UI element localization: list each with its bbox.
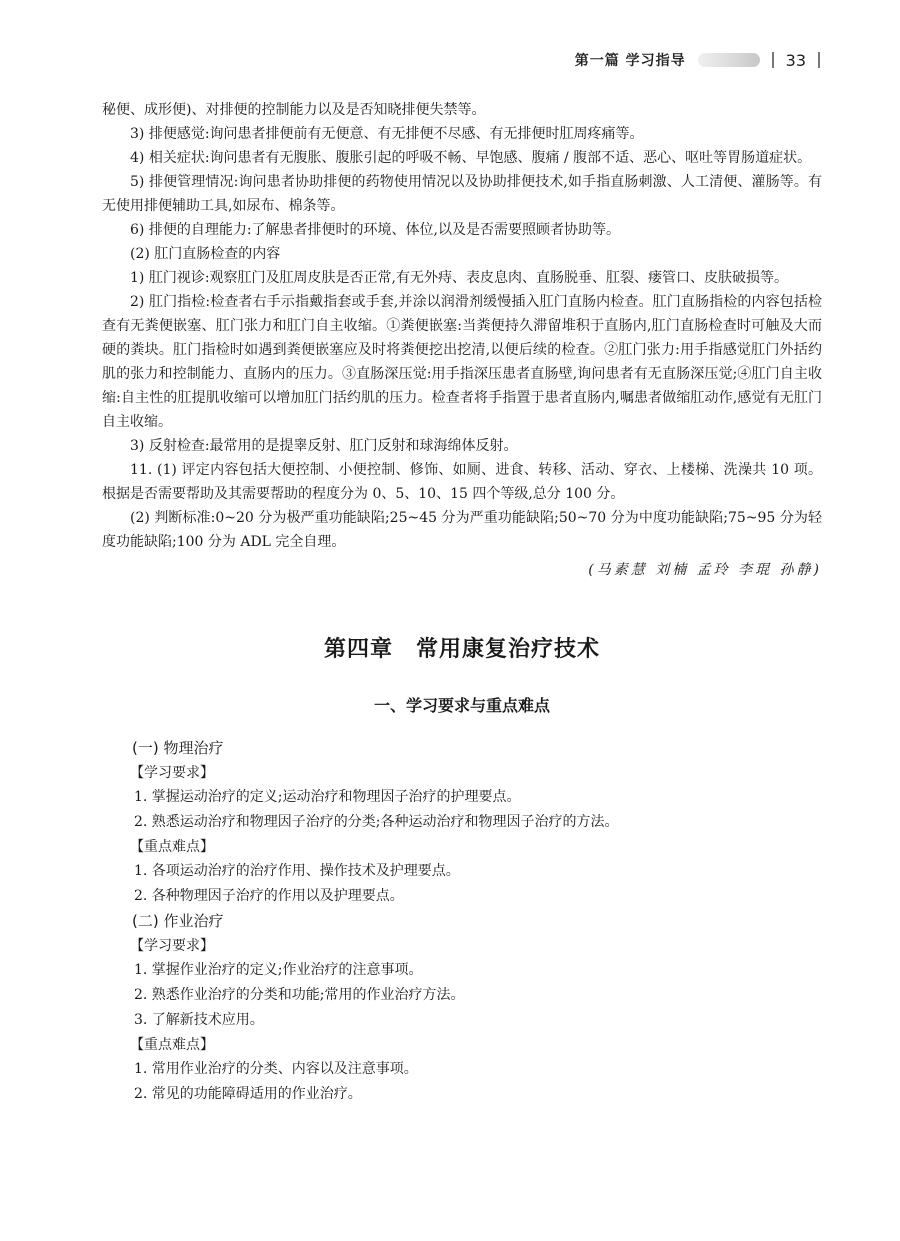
paragraph: 11. (1) 评定内容包括大便控制、小便控制、修饰、如厕、进食、转移、活动、穿衣、上楼梯、洗澡共 10 项。根据是否需要帮助及其需要帮助的程度分为 0、5、10、15 四个等级,总分 100 分。 xyxy=(102,462,822,502)
page-number: 33 xyxy=(785,50,806,70)
list-item: 2. 常见的功能障碍适用的作业治疗。 xyxy=(134,1086,362,1102)
key-points-tag: 【重点难点】 xyxy=(130,1037,214,1053)
page-content xyxy=(102,98,822,1107)
paragraph: 6) 排便的自理能力:了解患者排便时的环境、体位,以及是否需要照顾者协助等。 xyxy=(130,222,620,238)
list-item: 1. 常用作业治疗的分类、内容以及注意事项。 xyxy=(134,1061,418,1077)
running-header xyxy=(575,46,820,74)
paragraph: 1) 肛门视诊:观察肛门及肛周皮肤是否正常,有无外痔、表皮息肉、直肠脱垂、肛裂、瘘管口、皮肤破损等。 xyxy=(130,270,788,286)
list-item: 2. 各种物理因子治疗的作用以及护理要点。 xyxy=(134,888,404,904)
key-points-tag: 【重点难点】 xyxy=(130,839,214,855)
subsection-title: (一) 物理治疗 xyxy=(132,739,224,757)
header-divider-right xyxy=(818,52,820,68)
paragraph: 秘便、成形便)、对排便的控制能力以及是否知晓排便失禁等。 xyxy=(102,102,486,118)
list-item: 2. 熟悉运动治疗和物理因子治疗的分类;各种运动治疗和物理因子治疗的方法。 xyxy=(134,814,619,830)
list-item: 1. 各项运动治疗的治疗作用、操作技术及护理要点。 xyxy=(134,863,460,879)
paragraph: 4) 相关症状:询问患者有无腹胀、腹胀引起的呼吸不畅、早饱感、腹痛 / 腹部不适、恶心、呕吐等胃肠道症状。 xyxy=(130,150,812,166)
chapter-title: 第四章 常用康复治疗技术 xyxy=(323,637,600,662)
paragraph: 2) 肛门指检:检查者右手示指戴指套或手套,并涂以润滑剂缓慢插入肛门直肠内检查。肛门直肠指检的内容包括检查有无粪便嵌塞、肛门张力和肛门自主收缩。①粪便嵌塞:当粪便持久滞留堆积于直肠内,肛门直肠检查时可触及大而硬的粪块。肛门指检时如遇到粪便嵌塞应及时将粪便挖出挖清,以便后续的检查。②肛门张力:用手指感觉肛门外括约肌的张力和控制能力、直肠内的压力。③直肠深压觉:用手指深压患者直肠壁,询问患者有无直肠深压觉;④肛门自主收缩:自主性的肛提肌收缩可以增加肛门括约肌的压力。检查者将手指置于患者直肠内,嘱患者做缩肛动作,感觉有无肛门自主收缩。 xyxy=(102,294,822,430)
list-item: 2. 熟悉作业治疗的分类和功能;常用的作业治疗方法。 xyxy=(134,987,465,1003)
header-decor-bar xyxy=(698,53,760,67)
subsection-title: (二) 作业治疗 xyxy=(132,912,224,930)
requirements-tag: 【学习要求】 xyxy=(130,938,214,954)
list-item: 1. 掌握运动治疗的定义;运动治疗和物理因子治疗的护理要点。 xyxy=(134,789,521,805)
authors-signature: (马素慧 刘楠 孟玲 李琨 孙静) xyxy=(588,562,822,578)
paragraph: (2) 肛门直肠检查的内容 xyxy=(130,246,281,262)
list-item: 3. 了解新技术应用。 xyxy=(134,1012,264,1028)
header-divider xyxy=(772,52,774,68)
paragraph: 5) 排便管理情况:询问患者协助排便的药物使用情况以及协助排便技术,如手指直肠刺激、人工清便、灌肠等。有无使用排便辅助工具,如尿布、棉条等。 xyxy=(102,174,822,214)
paragraph: (2) 判断标准:0~20 分为极严重功能缺陷;25~45 分为严重功能缺陷;50~70 分为中度功能缺陷;75~95 分为轻度功能缺陷;100 分为 ADL 完全自理。 xyxy=(102,510,822,550)
requirements-tag: 【学习要求】 xyxy=(130,765,214,781)
paragraph: 3) 排便感觉:询问患者排便前有无便意、有无排便不尽感、有无排便时肛周疼痛等。 xyxy=(130,126,644,142)
section-title: 一、学习要求与重点难点 xyxy=(373,696,550,715)
list-item: 1. 掌握作业治疗的定义;作业治疗的注意事项。 xyxy=(134,962,423,978)
part-title: 第一篇 学习指导 xyxy=(574,53,686,69)
paragraph: 3) 反射检查:最常用的是提睾反射、肛门反射和球海绵体反射。 xyxy=(130,438,518,454)
